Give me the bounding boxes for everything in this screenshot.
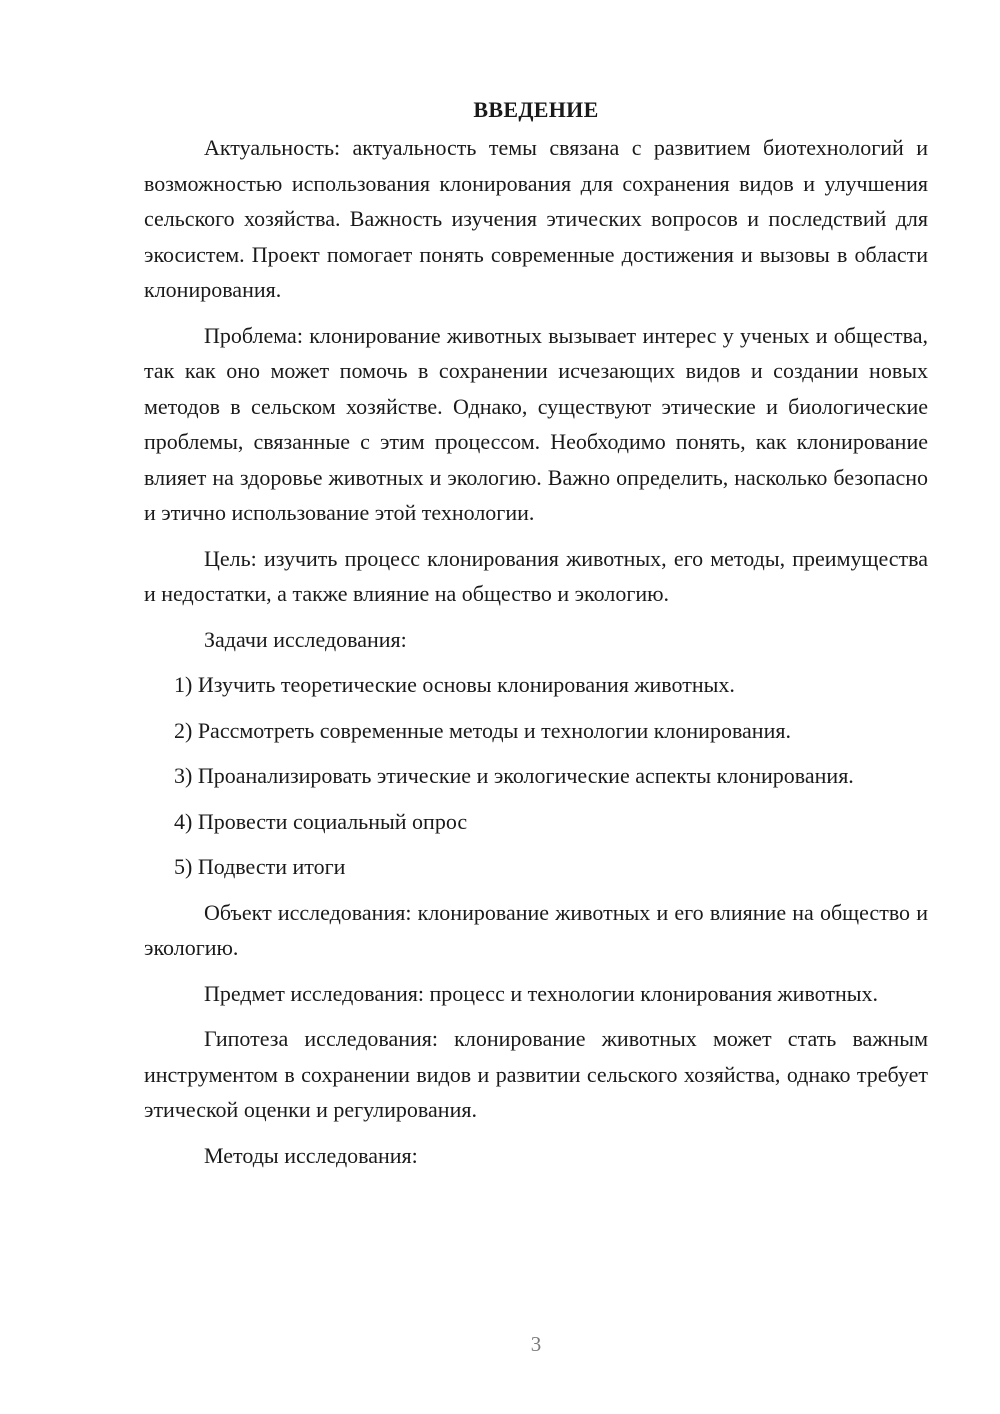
list-item: 3) Проанализировать этические и экологические аспекты клонирования. bbox=[174, 763, 854, 788]
paragraph-hypothesis: Гипотеза исследования: клонирование животных может стать важным инструментом в сохранении видов и развитии сельского хозяйства, однако требует этической оценки и регулирования. bbox=[144, 1026, 928, 1122]
tasks-heading: Задачи исследования: bbox=[204, 626, 407, 652]
paragraph-object: Объект исследования: клонирование животных и его влияние на общество и экологию. bbox=[144, 899, 928, 960]
paragraph-goal: Цель: изучить процесс клонирования животных, его методы, преимущества и недостатки, а также влияние на общество и экологию. bbox=[144, 545, 928, 606]
list-item: 1) Изучить теоретические основы клонирования животных. bbox=[174, 672, 735, 697]
page-number: 3 bbox=[530, 1332, 542, 1356]
list-item: 2) Рассмотреть современные методы и технологии клонирования. bbox=[174, 717, 791, 743]
tasks-list bbox=[144, 667, 928, 885]
document-page bbox=[144, 96, 928, 1183]
paragraph-problem: Проблема: клонирование животных вызывает интерес у ученых и общества, так как оно может помочь в сохранении исчезающих видов и создании новых методов в сельском хозяйстве. Однако, существуют этические и биологические проблемы, связанные с этим процессом. Необходимо понять, как клонирование влияет на здоровье животных и экологию. Важно определить, насколько безопасно и этично использование этой технологии. bbox=[144, 322, 928, 525]
paragraph-relevance: Актуальность: актуальность темы связана с развитием биотехнологий и возможностью использования клонирования для сохранения видов и улучшения сельского хозяйства. Важность изучения этических вопросов и последствий для экосистем. Проект помогает понять современные достижения и вызовы в области клонирования. bbox=[144, 135, 928, 302]
page-title: ВВЕДЕНИЕ bbox=[473, 97, 599, 122]
list-item: 4) Провести социальный опрос bbox=[174, 808, 468, 834]
paragraph-subject: Предмет исследования: процесс и технологии клонирования животных. bbox=[204, 980, 879, 1006]
methods-heading: Методы исследования: bbox=[204, 1142, 418, 1168]
list-item: 5) Подвести итоги bbox=[174, 854, 346, 879]
